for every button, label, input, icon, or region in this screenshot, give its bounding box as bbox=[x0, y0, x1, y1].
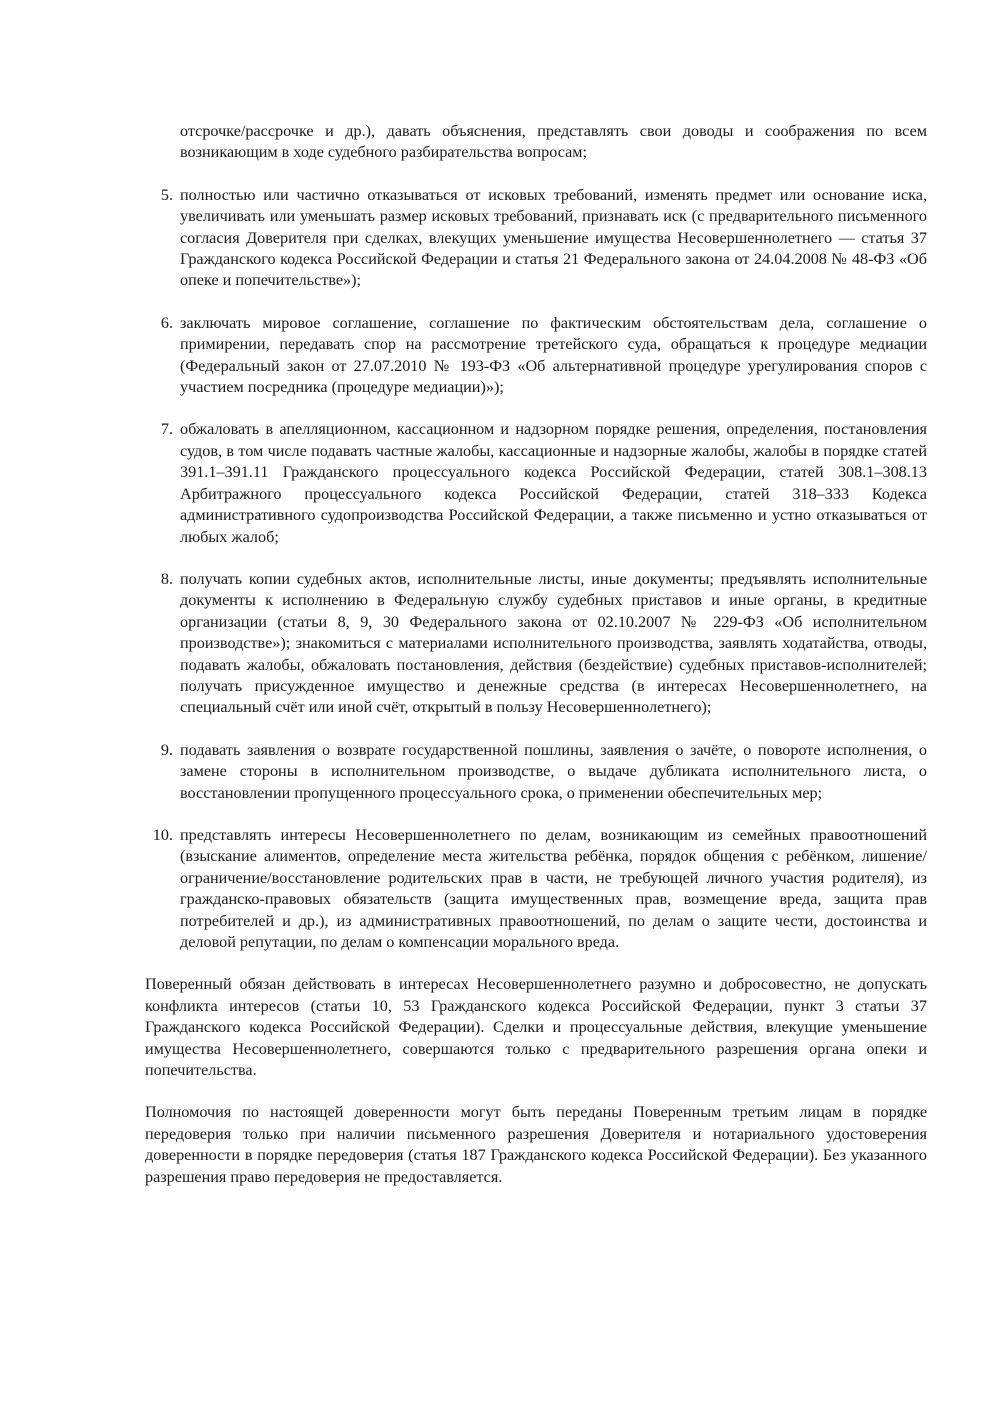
list-item-number: 5. bbox=[160, 185, 173, 204]
list-item-number: 9. bbox=[160, 740, 173, 759]
list-item bbox=[145, 825, 927, 953]
list-item bbox=[145, 569, 927, 719]
list-item-number: 8. bbox=[160, 569, 173, 588]
powers-list bbox=[145, 185, 927, 954]
list-item-text: получать копии судебных актов, исполнительные листы, иные документы; предъявлять исполнительные документы к исполнению в Федеральную службу судебных приставов и иные органы, в кредитные организации (статьи 8, 9, 30 Федерального закона от 02.10.2007 № 229-ФЗ «Об исполнительном производстве»); знакомиться с материалами исполнительного производства, заявлять ходатайства, отводы, подавать жалобы, обжаловать постановления, действия (бездействие) судебных приставов-исполнителей; получать присужденное имущество и денежные средства (в интересах Несовершеннолетнего, на специальный счёт или иной счёт, открытый в пользу Несовершеннолетнего); bbox=[180, 569, 927, 717]
list-item-number: 6. bbox=[160, 313, 173, 332]
list-item bbox=[145, 313, 927, 399]
list-item bbox=[145, 740, 927, 804]
list-item bbox=[145, 185, 927, 292]
document-page bbox=[145, 121, 927, 1188]
obligations-paragraph: Поверенный обязан действовать в интересах Несовершеннолетнего разумно и добросовестно, не допускать конфликта интересов (статьи 10, 53 Гражданского кодекса Российской Федерации, пункт 3 статьи 37 Гражданского кодекса Российской Федерации). Сделки и процессуальные действия, влекущие уменьшение имущества Несовершеннолетнего, совершаются только с предварительного разрешения органа опеки и попечительства. bbox=[145, 975, 927, 1080]
continued-clause-text: отсрочке/рассрочке и др.), давать объяснения, представлять свои доводы и соображения по всем возникающим в ходе судебного разбирательства вопросам; bbox=[180, 122, 927, 162]
list-item-text: обжаловать в апелляционном, кассационном и надзорном порядке решения, определения, постановления судов, в том числе подавать частные жалобы, кассационные и надзорные жалобы, жалобы в порядке статей 391.1–391.11 Гражданского процессуального кодекса Российской Федерации, статей 308.1–308.13 Арбитражного процессуального кодекса Российской Федерации, статей 318–333 Кодекса административного судопроизводства Российской Федерации, а также письменно и устно отказываться от любых жалоб; bbox=[180, 420, 927, 546]
list-item-text: заключать мировое соглашение, соглашение по фактическим обстоятельствам дела, соглашение о примирении, передавать спор на рассмотрение третейского суда, обращаться к процедуре медиации (Федеральный закон от 27.07.2010 № 193-ФЗ «Об альтернативной процедуре урегулирования споров с участием посредника (процедуре медиации)»); bbox=[180, 313, 927, 397]
list-item-number: 10. bbox=[152, 825, 173, 844]
list-item-text: полностью или частично отказываться от исковых требований, изменять предмет или основание иска, увеличивать или уменьшать размер исковых требований, признавать иск (с предварительного письменного согласия Доверителя при сделках, влекущих уменьшение имущества Несовершеннолетнего — статья 37 Гражданского кодекса Российской Федерации и статья 21 Федерального закона от 24.04.2008 № 48-ФЗ «Об опеке и попечительстве»); bbox=[180, 185, 927, 290]
list-item-text: подавать заявления о возврате государственной пошлины, заявления о зачёте, о повороте исполнения, о замене стороны в исполнительном производстве, о выдаче дубликата исполнительного листа, о восстановлении пропущенного процессуального срока, о применении обеспечительных мер; bbox=[180, 740, 927, 802]
list-item-number: 7. bbox=[160, 420, 173, 439]
delegation-paragraph: Полномочия по настоящей доверенности могут быть переданы Поверенным третьим лицам в порядке передоверия только при наличии письменного разрешения Доверителя и нотариального удостоверения доверенности в порядке передоверия (статья 187 Гражданского кодекса Российской Федерации). Без указанного разрешения право передоверия не предоставляется. bbox=[145, 1103, 927, 1186]
list-item-text: представлять интересы Несовершеннолетнего по делам, возникающим из семейных правоотношений (взыскание алиментов, определение места жительства ребёнка, порядок общения с ребёнком, лишение/ограничение/восстановление родительских прав в части, не требующей личного участия родителя), из гражданско-правовых обязательств (защита имущественных прав, возмещение вреда, защита прав потребителей и др.), из административных правоотношений, по делам о защите чести, достоинства и деловой репутации, по делам о компенсации морального вреда. bbox=[180, 825, 927, 951]
list-item bbox=[145, 419, 927, 547]
